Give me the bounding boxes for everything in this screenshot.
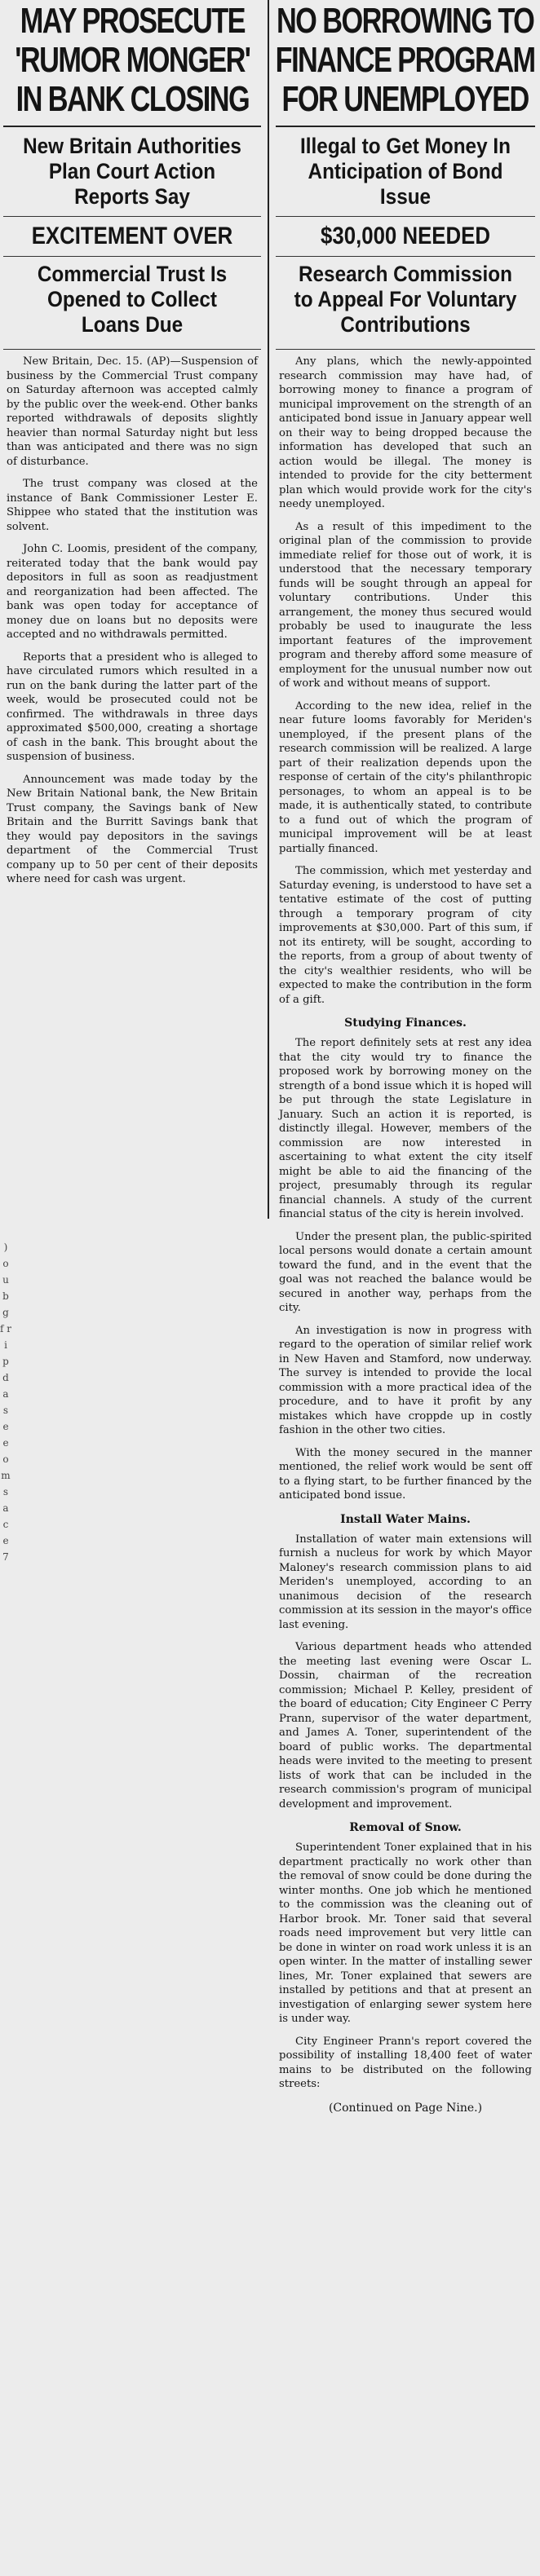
deck2-unemployed: Research Commission to Appeal For Voluntary Contributions	[294, 262, 517, 337]
deck-bank-closing: New Britain Authorities Plan Court Action Reports Say	[23, 134, 241, 209]
paragraph: Under the present plan, the public-spirited local persons would donate a certain amount toward the fund, and in the event that the goal was not reached the balance would be secured in another way, perhaps from the city.	[279, 1230, 532, 1314]
paragraph: According to the new idea, relief in the near future looms favorably for Meriden's unemployed, if the present plans of the research commission will be realized. A large part of their realization depends upon the response of certain of the city's philanthropic personages, to whom an appeal is to be made, it is authentically stated, to contribute to a fund out of which the program of municipal improvement will be at least partially financed.	[279, 699, 532, 855]
bank-line-bank-closing: EXCITEMENT OVER	[31, 223, 233, 249]
divider	[3, 126, 261, 127]
divider	[276, 349, 535, 350]
paragraph: Installation of water main extensions will furnish a nucleus for work by which Mayor Maloney's research commission plans to aid Meriden's unemployed, according to an unanimous decision of the research commission at its session in the mayor's office last evening.	[279, 1533, 532, 1631]
divider	[3, 216, 261, 217]
headline-line: FOR UNEMPLOYED	[281, 79, 529, 119]
article-unemployed	[272, 0, 538, 2576]
paragraph: Reports that a president who is alleged to have circulated rumors which resulted in a run on the bank during the latter part of the week, would be prosecuted could not be confirmed. The withdrawals in three days approximated $500,000, creating a shortage of cash in the bank. This brought about the suspension of business.	[7, 651, 258, 763]
divider	[276, 256, 535, 257]
paragraph: Various department heads who attended the meeting last evening were Oscar L. Dossin, chairman of the recreation commission; Michael P. Kelley, president of the board of education; City Engineer C Perry Prann, supervisor of the water department, and James A. Toner, superintendent of the board of public works. The departmental heads were invited to the meeting to present lists of work that can be included in the research commission's program of municipal development and improvement.	[279, 1641, 532, 1811]
subhead-studying-finances: Studying Finances.	[344, 1017, 467, 1030]
headline-line: IN BANK CLOSING	[15, 79, 249, 119]
paragraph: The trust company was closed at the instance of Bank Commissioner Lester E. Shippee who stated that the institution was solvent.	[7, 478, 258, 533]
paragraph: John C. Loomis, president of the company, reiterated today that the bank would pay depositors in full as soon as readjustment and reorganization had been affected. The bank was open today for acceptance of money due on loans but no deposits were accepted and no withdrawals permitted.	[7, 543, 258, 641]
headline-line: NO BORROWING TO	[277, 1, 534, 41]
deck-unemployed: Illegal to Get Money In Anticipation of Bond Issue	[300, 134, 511, 209]
headline-line: FINANCE PROGRAM	[276, 40, 535, 80]
article-body	[272, 355, 538, 2115]
paragraph: As a result of this impediment to the original plan of the commission to provide immediate relief for those out of work, it is understood that the necessary temporary funds will be sought through an appeal for voluntary contributions. Under this arrangement, the money thus secured would probably be used to inaugurate the less important features of the improvement program and thereby afford some measure of employment for the unusual number now out of work and without means of support.	[279, 520, 532, 690]
paragraph: With the money secured in the manner mentioned, the relief work would be sent off to a flying start, to be further financed by the anticipated bond issue.	[279, 1446, 532, 1502]
paragraph: New Britain, Dec. 15. (AP)—Suspension of business by the Commercial Trust company on Saturday afternoon was accepted calmly by the public over the week-end. Other banks reported withdrawals of deposits slightly heavier than normal Saturday night but less than was anticipated and there was no sign of disturbance.	[7, 355, 258, 468]
paragraph: The commission, which met yesterday and Saturday evening, is understood to have set a tentative estimate of the cost of putting through a temporary program of city improvements at $30,000. Part of this sum, if not its entirety, will be sought, according to the reports, from a group of about twenty of the city's wealthier residents, who will be expected to make the contribution in the form of a gift.	[279, 865, 532, 1006]
article-bank-closing	[0, 0, 264, 1219]
bank-line-unemployed: $30,000 NEEDED	[321, 223, 490, 249]
paragraph: The report definitely sets at rest any idea that the city would try to finance the proposed work by borrowing money on the strength of a bond issue which it is hoped will be put through the state Legislature in January. Such an action it is reported, is distinctly illegal. However, members of the commission are now interested in ascertaining to what extent the city itself might be able to aid the financing of the project, presumably through its regular financial channels. A study of the current financial status of the city is herein involved.	[279, 1037, 532, 1220]
divider	[3, 349, 261, 350]
paragraph: An investigation is now in progress with regard to the operation of similar relief work in New Haven and Stamford, now underway. The survey is intended to provide the local commission with a more practical idea of the procedure, and to have it profit by any mistakes which have croppde up in costly fashion in the other two cities.	[279, 1324, 532, 1436]
article-body	[0, 355, 264, 887]
paragraph: City Engineer Prann's report covered the possibility of installing 18,400 feet of water mains to be distributed on the following streets:	[279, 2035, 532, 2090]
margin-fragments: ) o u b g f r i p d a s e e o m s a c e 7	[0, 1242, 11, 1563]
subhead-install-water-mains: Install Water Mains.	[340, 1512, 471, 1526]
headline-line: MAY PROSECUTE	[20, 1, 245, 41]
divider	[3, 256, 261, 257]
headline-unemployed	[272, 0, 538, 119]
continued-note: (Continued on Page Nine.)	[328, 2101, 483, 2115]
paragraph: Superintendent Toner explained that in his department practically no work other than the removal of snow could be done during the winter months. One job which he mentioned to the commission was the cleaning out of Harbor brook. Mr. Toner said that several roads need improvement but very little can be done in winter on road work unless it is an open winter. In the matter of installing sewer lines, Mr. Toner explained that sewers are installed by petitions and that at present an investigation of enlarging sewer system here is under way.	[279, 1842, 532, 2025]
subhead-removal-of-snow: Removal of Snow.	[349, 1821, 462, 1834]
paragraph: Any plans, which the newly-appointed research commission may have had, of borrowing money to finance a program of municipal improvement on the strength of an anticipated bond issue in January appear well on their way to being dropped because the information has developed that such an action would be illegal. The money is intended to provide for the city betterment plan which would provide work for the city's needy unemployed.	[279, 355, 532, 510]
paragraph: Announcement was made today by the New Britain National bank, the New Britain Trust company, the Savings bank of New Britain and the Burritt Savings bank that they would pay depositors in the savings department of the Commercial Trust company up to 50 per cent of their deposits where need for cash was urgent.	[7, 773, 258, 885]
column-divider	[268, 0, 269, 1219]
deck2-bank-closing: Commercial Trust Is Opened to Collect Loans Due	[37, 262, 228, 337]
headline-bank-closing	[0, 0, 263, 119]
headline-line: 'RUMOR MONGER'	[14, 40, 250, 80]
divider	[276, 126, 535, 127]
divider	[276, 216, 535, 217]
